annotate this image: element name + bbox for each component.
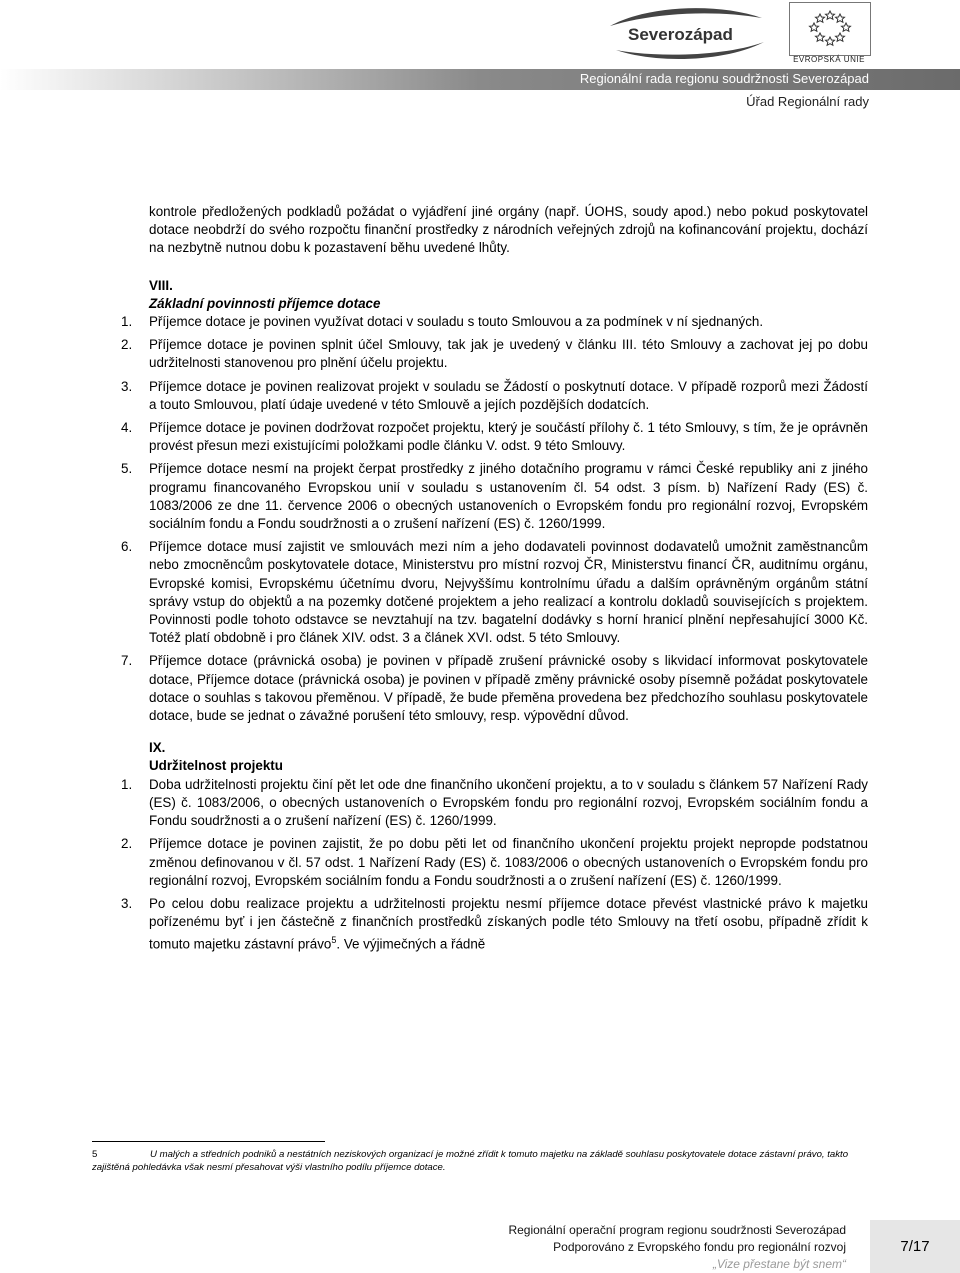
- footnote-text: U malých a středních podniků a nestátních neziskových organizací je možné zřídit k tomuto majetku na základě souhlasu poskytovatele dotace zástavní právo, takto zajištěná pohledávka však nesmí přesahovat výši vlastního podílu příjemce dotace.: [92, 1149, 849, 1173]
- item-text: Příjemce dotace je povinen dodržovat rozpočet projektu, který je součástí přílohy č. 1 této Smlouvy, s tím, že je oprávněn provést přesun mezi existujícími položkami podle článku V. odst. 9 této Smlouvy.: [149, 420, 868, 454]
- item-text-tail: . Ve výjimečných a řádně: [336, 936, 486, 952]
- item-text: Příjemce dotace je povinen zajistit, že po dobu pěti let od finančního ukončení projektu projekt nepropde podstatnou změnou definovanou v čl. 57 odst. 1 Nařízení Rady (ES) č. 1083/2006 o obecných ustanoveních o Evropském fondu pro regionální rozvoj, Evropském sociálním fondu a Fondu soudržnosti a o zrušení nařízení (ES) č. 1260/1999.: [149, 836, 868, 888]
- item-number: 1.: [121, 314, 133, 330]
- footnote-divider: [92, 1141, 325, 1142]
- page-footer: [508, 1222, 846, 1273]
- item-number: 1.: [121, 776, 133, 792]
- item-text: Příjemce dotace je povinen využívat dotaci v souladu s touto Smlouvou a za podmínek v ní sjednaných.: [149, 314, 764, 330]
- footer-motto: „Vize přestane být snem“: [712, 1257, 846, 1271]
- eu-flag-icon: [789, 2, 871, 56]
- list-item: [121, 835, 868, 890]
- item-text: Doba udržitelnosti projektu činí pět let ode dne finančního ukončení projektu, a to v souladu s článkem 57 Nařízení Rady (ES) č. 1083/2006, o obecných ustanoveních o Evropském fondu pro regionální rozvoj, Evropském sociálním fondu a Fondu soudržnosti a o zrušení nařízení (ES) č. 1260/1999.: [149, 776, 868, 829]
- item-number: 5.: [121, 461, 133, 477]
- section-8-title: Základní povinnosti příjemce dotace: [149, 295, 381, 311]
- list-item: [121, 336, 868, 372]
- footnote-reference: 5: [331, 935, 337, 946]
- list-item: [121, 378, 868, 414]
- page-number: 7/17: [870, 1220, 960, 1273]
- item-text: Příjemce dotace musí zajistit ve smlouvách mezi ním a jeho dodavateli povinnost dodavatelů umožnit zaměstnancům nebo zmocněncům poskytovatele dotace, Ministerstvu pro místní rozvoj ČR, Ministerstvu financí ČR, auditnímu orgánu, Evropské komisi, Evropskému účetnímu dvoru, Nejvyššímu kontrolnímu úřadu a dalším oprávněným orgánům státní správy vstup do objektů a na pozemky dotčené projektem a jeho realizací a kontrolu dokladů souvisejících s projektem. Povinnosti podle tohoto odstavce se nevztahují na tzv. bagatelní dodávky s horní hranicí plnění nepřesahující 3000 Kč. Totéž platí obdobně i pro článek XIV. odst. 3 a článek XVI. odst. 5 této Smlouvy.: [149, 539, 868, 646]
- header-office: Úřad Regionální rady: [746, 94, 869, 109]
- footnote-number: 5: [92, 1149, 98, 1160]
- item-number: 3.: [121, 895, 133, 911]
- header-bar: [0, 69, 960, 90]
- logo-text: Severozápad: [628, 25, 733, 44]
- footer-fund: Podporováno z Evropského fondu pro regionální rozvoj: [553, 1240, 846, 1254]
- item-number: 2.: [121, 337, 133, 353]
- list-item: [121, 460, 868, 533]
- item-text: Příjemce dotace (právnická osoba) je povinen v případě zrušení právnické osoby s likvidací informovat poskytovatele dotace, Příjemce dotace (právnická osoba) je povinen v případě změny právnické osoby písemně požádat poskytovatele dotace o souhlas s takovou přeměnou. V případě, že bude přeměna provedena bez předchozího souhlasu poskytovatele dotace, bude se jednat o závažné porušení této smlouvy, resp. výpovědní důvod.: [149, 653, 868, 724]
- footnote: [92, 1148, 868, 1174]
- header-organization: Regionální rada regionu soudržnosti Severozápad: [579, 71, 869, 86]
- section-8-number: VIII.: [149, 277, 173, 293]
- severozapad-logo-icon: [606, 4, 766, 62]
- list-item: [121, 776, 868, 831]
- footer-program: Regionální operační program regionu soudržnosti Severozápad: [508, 1223, 846, 1237]
- severozapad-logo: [606, 4, 766, 62]
- item-text: Příjemce dotace je povinen realizovat projekt v souladu se Žádostí o poskytnutí dotace. V případě rozporů mezi Žádostí a touto Smlouvou, platí údaje uvedené v této Smlouvě a jejích pozdějších dodatcích.: [149, 378, 868, 412]
- list-item: [121, 419, 868, 455]
- list-item: [121, 895, 868, 954]
- item-number: 6.: [121, 539, 133, 555]
- item-text: Příjemce dotace je povinen splnit účel Smlouvy, tak jak je uvedený v článku III. této Smlouvy a zachovat jej po dobu udržitelnosti stanovenou pro plnění účelu projektu.: [149, 337, 868, 371]
- list-item: [121, 313, 868, 331]
- section-9-number: IX.: [149, 740, 166, 756]
- eu-logo: [786, 2, 872, 68]
- list-item: [121, 652, 868, 725]
- document-body: [121, 203, 868, 954]
- item-number: 2.: [121, 836, 133, 852]
- item-number: 3.: [121, 378, 133, 394]
- section-9-title: Udržitelnost projektu: [149, 758, 283, 774]
- eu-label: EVROPSKÁ UNIE: [793, 55, 865, 64]
- item-text: Příjemce dotace nesmí na projekt čerpat prostředky z jiného dotačního programu v rámci České republiky ani z jiného programu financovaného Evropskou unií v souladu s ustanovením čl. 54 odst. 3 písm. b) Nařízení Rady (ES) č. 1083/2006 ze dne 11. července 2006 o obecných ustanoveních o Evropském fondu pro regionální rozvoj, Evropském sociálním fondu a Fondu soudržnosti a o zrušení nařízení (ES) č. 1260/1999.: [149, 461, 868, 532]
- list-item: [121, 538, 868, 647]
- intro-paragraph: kontrole předložených podkladů požádat o vyjádření jiné orgány (např. ÚOHS, soudy apod.) nebo pokud poskytovatel dotace neobdrží do svého rozpočtu finanční prostředky z národních veřejných zdrojů na kofinancování projektu, dochází na nezbytně nutnou dobu k pozastavení běhu uvedené lhůty.: [149, 204, 868, 256]
- item-number: 4.: [121, 420, 133, 436]
- item-text: Po celou dobu realizace projektu a udržitelnosti projektu nesmí příjemce dotace převést vlastnické právo k majetku pořízenému byť i jen částečně z finančních prostředků získaných podle této Smlouvy na třetí osobu, případně zřídit k tomuto majetku zástavní právo: [149, 895, 868, 952]
- item-number: 7.: [121, 653, 133, 669]
